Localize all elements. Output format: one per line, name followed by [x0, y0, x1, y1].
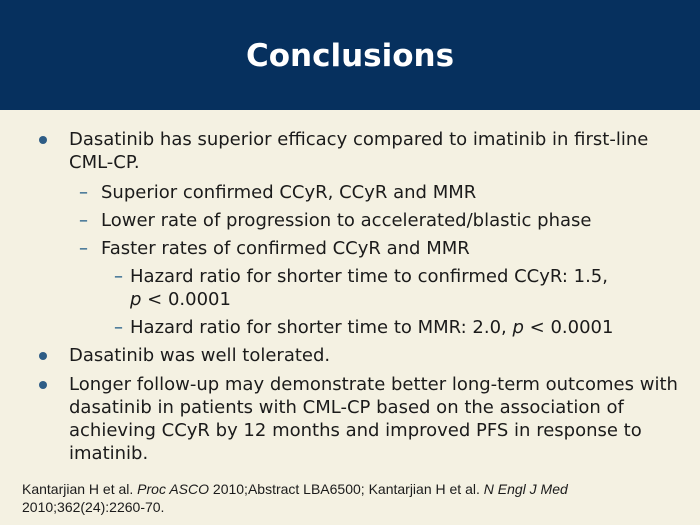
bullet-text: Dasatinib was well tolerated.: [69, 345, 331, 366]
citation-journal: N Engl J Med: [483, 481, 568, 497]
dash-icon: –: [114, 317, 123, 338]
sub-sub-bullet-hazard-mmr: [114, 316, 682, 339]
sub-bullet-text: Faster rates of confirmed CCyR and MMR: [101, 238, 470, 259]
bullet-text: Longer follow-up may demonstrate better long-term outcomes with dasatinib in patients with CML-CP based on the association of achieving CCyR by 12 months and improved PFS in response to imatinib.: [69, 374, 678, 464]
sub-bullet-faster-rates: [79, 237, 681, 260]
sub-bullet-text: Lower rate of progression to accelerated/blastic phase: [101, 210, 592, 231]
bullet-dot-icon: [39, 352, 47, 360]
p-value-symbol: p: [512, 317, 524, 338]
dash-icon: –: [79, 182, 88, 203]
sub-bullet-text: Superior confirmed CCyR, CCyR and MMR: [101, 182, 477, 203]
citation-footer: [22, 480, 692, 516]
citation-text: 2010;362(24):2260-70.: [22, 499, 165, 515]
sub-bullet-lower-progression: [79, 209, 681, 232]
dash-icon: –: [114, 266, 123, 287]
citation-text: 2010;Abstract LBA6500; Kantarjian H et al.: [209, 481, 484, 497]
slide-title: Conclusions: [245, 38, 455, 74]
sub-bullet-superior-ccyr: [79, 181, 681, 204]
bullet-dot-icon: [39, 381, 47, 389]
title-bar: [0, 0, 700, 110]
bullet-item-tolerated: [69, 344, 684, 367]
citation-journal: Proc ASCO: [137, 481, 210, 497]
dash-icon: –: [79, 210, 88, 231]
bullet-text: Dasatinib has superior efficacy compared to imatinib in first-line CML-CP.: [69, 129, 649, 173]
hazard-mmr-text: Hazard ratio for shorter time to MMR: 2.0,: [130, 317, 513, 338]
hazard-ccyr-text: Hazard ratio for shorter time to confirmed CCyR: 1.5,: [130, 266, 608, 287]
sub-sub-bullet-hazard-ccyr: [114, 265, 682, 311]
citation-text: Kantarjian H et al.: [22, 481, 138, 497]
p-value-text: < 0.0001: [141, 289, 231, 310]
p-value-symbol: p: [130, 289, 142, 310]
bullet-item-efficacy: [69, 128, 684, 174]
bullet-item-follow-up: [69, 373, 684, 465]
dash-icon: –: [79, 238, 88, 259]
bullet-dot-icon: [39, 136, 47, 144]
p-value-text: < 0.0001: [523, 317, 614, 338]
